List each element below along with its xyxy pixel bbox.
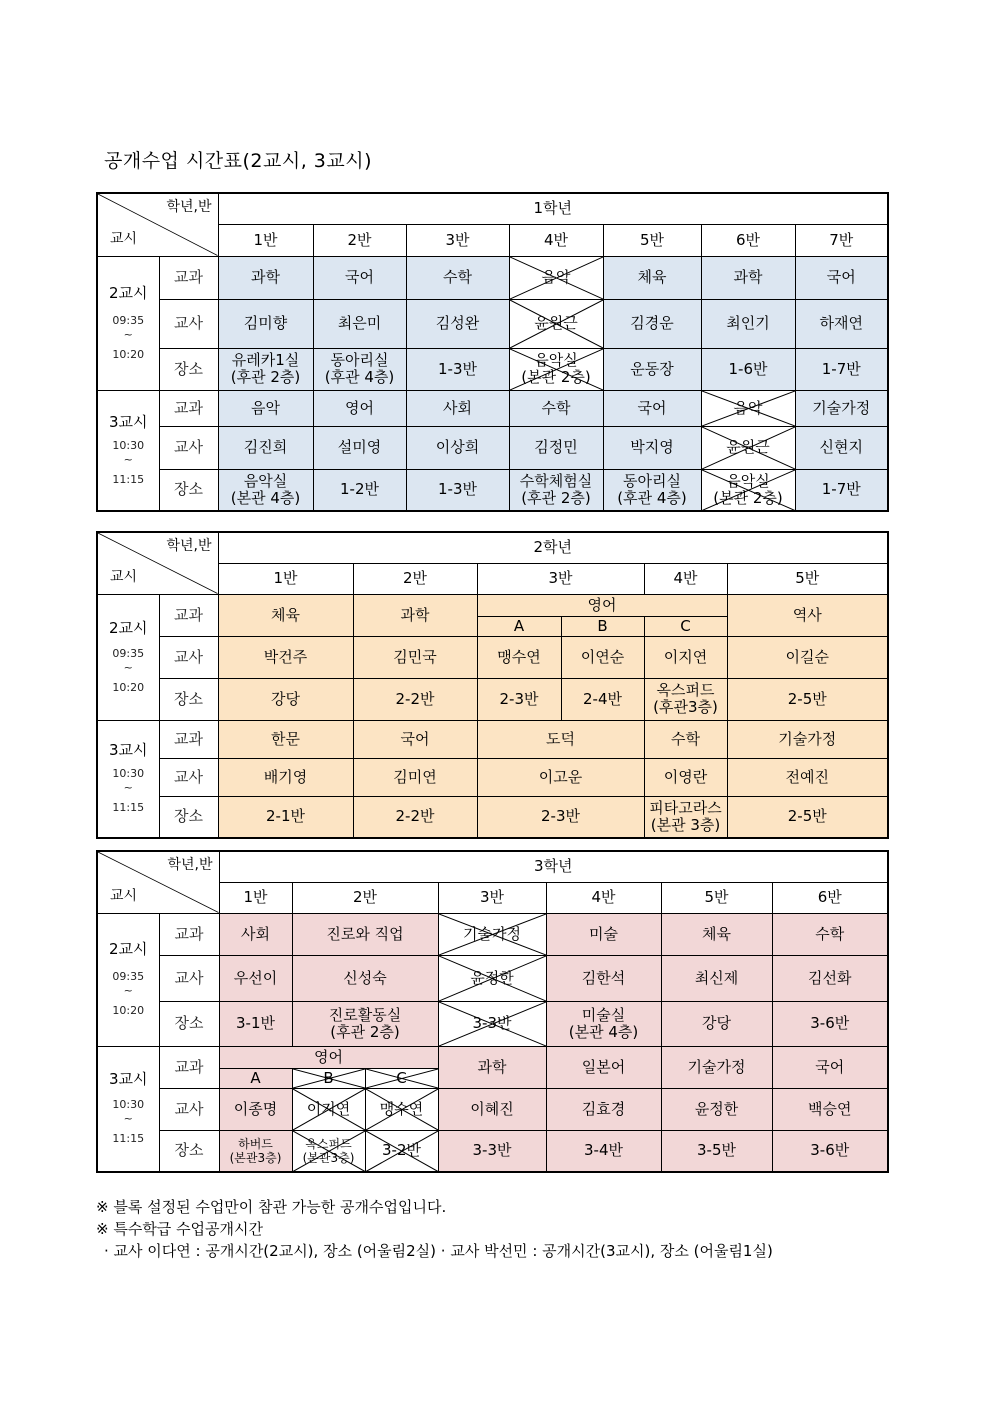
subject-cell: 체육 [661, 913, 772, 955]
class-header: 2반 [313, 224, 406, 256]
row-label-subject: 교과 [159, 720, 218, 758]
teacher-cell: 김미향 [218, 299, 313, 348]
subject-cell: 진로와 직업 [292, 913, 438, 955]
teacher-cell: 김효경 [546, 1088, 661, 1130]
class-header: 6반 [772, 882, 888, 913]
place-cell: 하버드 (본관3층) [219, 1130, 292, 1172]
english-group-header: 영어 [477, 594, 727, 616]
row-label-subject: 교과 [159, 594, 218, 636]
teacher-cell-closed: 윤원근 [509, 299, 603, 348]
place-cell: 2-1반 [218, 796, 353, 838]
teacher-cell: 김미연 [353, 758, 477, 796]
subject-cell: 사회 [406, 390, 509, 426]
period-name: 3교시 [108, 741, 148, 760]
place-cell: 강당 [218, 678, 353, 720]
period-sep: ~ [123, 984, 133, 997]
teacher-cell: 우선이 [219, 955, 292, 1001]
subject-cell: 국어 [313, 256, 406, 299]
row-label-place: 장소 [159, 1001, 219, 1046]
class-header: 3반 [477, 563, 644, 594]
row-label-place: 장소 [159, 469, 218, 511]
place-cell: 운동장 [603, 348, 701, 390]
period-3-cell [97, 720, 159, 838]
period-label: 교시 [110, 230, 138, 247]
teacher-cell: 김경운 [603, 299, 701, 348]
place-cell: 수학체험실 (후관 2층) [509, 469, 603, 511]
class-header: 1반 [218, 224, 313, 256]
class-header: 1반 [219, 882, 292, 913]
english-split-c-closed: C [365, 1068, 438, 1088]
corner-header [97, 193, 218, 256]
grade-name: 1학년 [218, 193, 888, 224]
row-label-teacher: 교사 [159, 758, 218, 796]
period-3-cell [97, 390, 159, 511]
subject-cell: 과학 [218, 256, 313, 299]
class-header: 4반 [546, 882, 661, 913]
period-name: 3교시 [108, 1070, 148, 1089]
teacher-cell: 이종명 [219, 1088, 292, 1130]
row-label-teacher: 교사 [159, 426, 218, 469]
place-cell: 1-3반 [406, 469, 509, 511]
place-cell: 3-6반 [772, 1001, 888, 1046]
period-start: 10:30 [112, 1098, 145, 1112]
place-cell-closed: 3-3반 [438, 1001, 546, 1046]
subject-cell: 한문 [218, 720, 353, 758]
teacher-cell: 김한석 [546, 955, 661, 1001]
period-start: 09:35 [112, 313, 145, 327]
teacher-cell: 이영란 [644, 758, 727, 796]
class-header: 3반 [438, 882, 546, 913]
subject-cell: 수학 [509, 390, 603, 426]
note-2: ※ 특수학급 수업공개시간 [96, 1220, 264, 1238]
teacher-cell: 이혜진 [438, 1088, 546, 1130]
place-cell: 옥스퍼드 (후관3층) [644, 678, 727, 720]
place-cell: 2-4반 [561, 678, 644, 720]
period-start: 10:30 [112, 767, 145, 781]
period-start: 09:35 [112, 970, 145, 983]
teacher-cell: 이고운 [477, 758, 644, 796]
teacher-cell-closed: 윤원근 [701, 426, 795, 469]
period-2-cell [97, 913, 159, 1046]
place-cell: 피타고라스 (본관 3층) [644, 796, 727, 838]
row-label-teacher: 교사 [159, 636, 218, 678]
place-cell: 2-2반 [353, 678, 477, 720]
teacher-cell-closed: 이지연 [292, 1088, 365, 1130]
place-cell: 1-7반 [795, 469, 888, 511]
subject-cell: 국어 [795, 256, 888, 299]
row-label-subject: 교과 [159, 390, 218, 426]
period-end: 11:15 [112, 801, 145, 815]
subject-cell-closed: 음악 [701, 390, 795, 426]
row-label-teacher: 교사 [159, 299, 218, 348]
place-cell: 3-5반 [661, 1130, 772, 1172]
class-header: 1반 [218, 563, 353, 594]
teacher-cell: 김정민 [509, 426, 603, 469]
corner-header [97, 851, 219, 913]
period-end: 11:15 [112, 1132, 145, 1146]
teacher-cell: 최신제 [661, 955, 772, 1001]
period-2-cell [97, 256, 159, 390]
teacher-cell-closed: 윤정한 [438, 955, 546, 1001]
grade3-timetable [96, 850, 889, 1173]
period-start: 09:35 [112, 646, 145, 660]
place-cell: 1-3반 [406, 348, 509, 390]
subject-cell: 일본어 [546, 1046, 661, 1088]
english-split-a: A [219, 1068, 292, 1088]
teacher-cell: 김진희 [218, 426, 313, 469]
period-3-cell [97, 1046, 159, 1172]
period-name: 2교시 [108, 283, 148, 302]
class-header: 4반 [644, 563, 727, 594]
grade1-timetable [96, 192, 889, 512]
subject-cell: 체육 [603, 256, 701, 299]
class-header: 2반 [292, 882, 438, 913]
place-cell-closed: 음악실 (본관 2층) [701, 469, 795, 511]
place-cell: 2-5반 [727, 796, 888, 838]
grade-class-label: 학년,반 [166, 538, 212, 554]
period-label: 교시 [110, 887, 138, 904]
subject-cell: 과학 [701, 256, 795, 299]
place-cell: 3-6반 [772, 1130, 888, 1172]
teacher-cell: 전예진 [727, 758, 888, 796]
subject-cell: 기술가정 [727, 720, 888, 758]
teacher-cell: 신성숙 [292, 955, 438, 1001]
teacher-cell: 이연순 [561, 636, 644, 678]
class-header: 5반 [727, 563, 888, 594]
subject-cell: 국어 [603, 390, 701, 426]
place-cell: 2-3반 [477, 796, 644, 838]
subject-cell: 역사 [727, 594, 888, 636]
period-end: 10:20 [112, 1004, 145, 1017]
subject-cell: 수학 [406, 256, 509, 299]
grade-name: 3학년 [219, 851, 888, 882]
teacher-cell: 배기영 [218, 758, 353, 796]
period-sep: ~ [123, 327, 133, 341]
class-header: 4반 [509, 224, 603, 256]
class-header: 5반 [661, 882, 772, 913]
teacher-cell: 하재연 [795, 299, 888, 348]
class-header: 3반 [406, 224, 509, 256]
subject-cell: 국어 [772, 1046, 888, 1088]
english-split-b: B [561, 616, 644, 636]
subject-cell: 영어 [313, 390, 406, 426]
teacher-cell: 김성완 [406, 299, 509, 348]
place-cell-closed: 옥스퍼드 (본관3층) [292, 1130, 365, 1172]
teacher-cell: 백승연 [772, 1088, 888, 1130]
grade-name: 2학년 [218, 532, 888, 563]
place-cell-closed: 음악실 (본관 2층) [509, 348, 603, 390]
period-start: 10:30 [112, 438, 145, 452]
place-cell: 2-2반 [353, 796, 477, 838]
place-cell-closed: 3-2반 [365, 1130, 438, 1172]
subject-cell: 미술 [546, 913, 661, 955]
teacher-cell: 김민국 [353, 636, 477, 678]
corner-header [97, 532, 218, 594]
place-cell: 음악실 (본관 4층) [218, 469, 313, 511]
subject-cell: 과학 [438, 1046, 546, 1088]
subject-cell: 과학 [353, 594, 477, 636]
place-cell: 1-6반 [701, 348, 795, 390]
teacher-cell: 최은미 [313, 299, 406, 348]
place-cell: 2-5반 [727, 678, 888, 720]
grade-class-label: 학년,반 [166, 199, 212, 215]
notes [96, 1196, 773, 1262]
subject-cell: 도덕 [477, 720, 644, 758]
class-header: 6반 [701, 224, 795, 256]
period-sep: ~ [123, 660, 133, 674]
teacher-cell: 설미영 [313, 426, 406, 469]
english-split-c: C [644, 616, 727, 636]
english-split-b-closed: B [292, 1068, 365, 1088]
period-sep: ~ [123, 452, 133, 466]
english-group-header: 영어 [219, 1046, 438, 1068]
subject-cell: 기술가정 [795, 390, 888, 426]
place-cell: 강당 [661, 1001, 772, 1046]
teacher-cell: 신현지 [795, 426, 888, 469]
teacher-cell: 이지연 [644, 636, 727, 678]
row-label-place: 장소 [159, 348, 218, 390]
place-cell: 3-3반 [438, 1130, 546, 1172]
subject-cell-closed: 음악 [509, 256, 603, 299]
grade2-timetable [96, 531, 889, 839]
teacher-cell: 최인기 [701, 299, 795, 348]
subject-cell: 기술가정 [661, 1046, 772, 1088]
subject-cell: 수학 [772, 913, 888, 955]
period-sep: ~ [123, 1112, 133, 1126]
teacher-cell-closed: 맹수연 [365, 1088, 438, 1130]
period-label: 교시 [110, 568, 138, 585]
subject-cell: 국어 [353, 720, 477, 758]
row-label-teacher: 교사 [159, 955, 219, 1001]
place-cell: 유레카1실 (후관 2층) [218, 348, 313, 390]
place-cell: 2-3반 [477, 678, 561, 720]
place-cell: 1-2반 [313, 469, 406, 511]
class-header: 7반 [795, 224, 888, 256]
teacher-cell: 김선화 [772, 955, 888, 1001]
grade-class-label: 학년,반 [167, 857, 213, 873]
class-header: 2반 [353, 563, 477, 594]
place-cell: 동아리실 (후관 4층) [603, 469, 701, 511]
subject-cell: 수학 [644, 720, 727, 758]
teacher-cell: 박건주 [218, 636, 353, 678]
subject-cell-closed: 기술가정 [438, 913, 546, 955]
note-3: · 교사 이다연 : 공개시간(2교시), 장소 (어울림2실) · 교사 박선민 : 공개시간(3교시), 장소 (어울림1실) [104, 1242, 773, 1260]
teacher-cell: 박지영 [603, 426, 701, 469]
period-end: 10:20 [112, 347, 145, 361]
place-cell: 1-7반 [795, 348, 888, 390]
subject-cell: 사회 [219, 913, 292, 955]
period-end: 10:20 [112, 680, 145, 694]
place-cell: 진로활동실 (후관 2층) [292, 1001, 438, 1046]
period-name: 3교시 [108, 412, 148, 431]
place-cell: 동아리실 (후관 4층) [313, 348, 406, 390]
teacher-cell: 맹수연 [477, 636, 561, 678]
teacher-cell: 이길순 [727, 636, 888, 678]
subject-cell: 체육 [218, 594, 353, 636]
row-label-subject: 교과 [159, 913, 219, 955]
place-cell: 미술실 (본관 4층) [546, 1001, 661, 1046]
row-label-subject: 교과 [159, 256, 218, 299]
english-split-a: A [477, 616, 561, 636]
row-label-subject: 교과 [159, 1046, 219, 1088]
row-label-place: 장소 [159, 796, 218, 838]
row-label-teacher: 교사 [159, 1088, 219, 1130]
teacher-cell: 이상희 [406, 426, 509, 469]
period-2-cell [97, 594, 159, 720]
place-cell: 3-4반 [546, 1130, 661, 1172]
note-1: ※ 블록 설정된 수업만이 참관 가능한 공개수업입니다. [96, 1198, 447, 1216]
class-header: 5반 [603, 224, 701, 256]
place-cell: 3-1반 [219, 1001, 292, 1046]
row-label-place: 장소 [159, 1130, 219, 1172]
period-end: 11:15 [112, 472, 145, 486]
row-label-place: 장소 [159, 678, 218, 720]
subject-cell: 음악 [218, 390, 313, 426]
period-name: 2교시 [108, 940, 148, 958]
page-title: 공개수업 시간표(2교시, 3교시) [104, 150, 373, 172]
period-sep: ~ [123, 781, 133, 795]
period-name: 2교시 [108, 618, 148, 637]
teacher-cell: 윤정한 [661, 1088, 772, 1130]
